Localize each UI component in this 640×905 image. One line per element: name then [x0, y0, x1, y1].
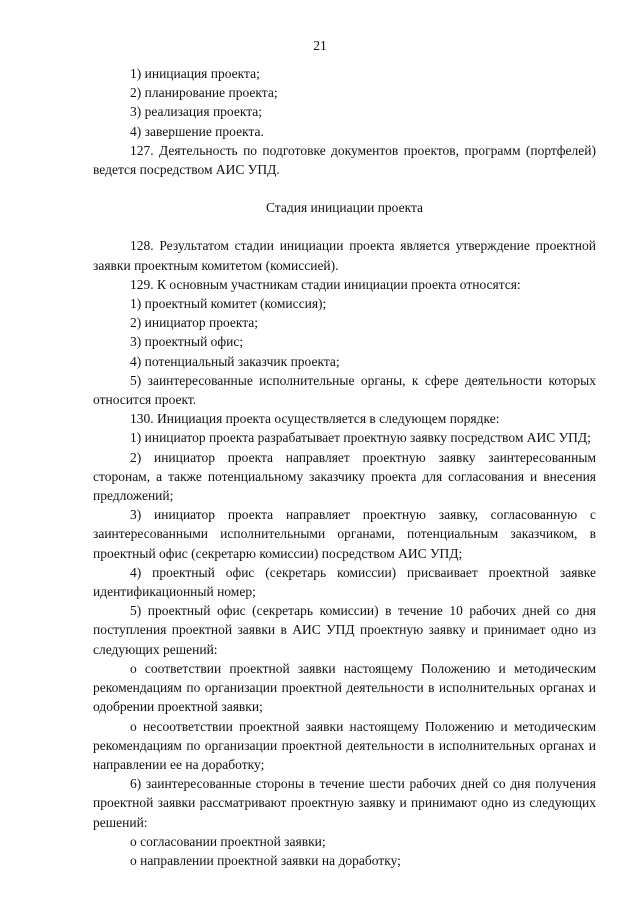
paragraph: 128. Результатом стадии инициации проекта является утверждение проектной заявки проектным комитетом (комиссией). [93, 238, 596, 273]
paragraph: 3) инициатор проекта направляет проектную заявку, согласованную с заинтересованными исполнительными органами, потенциальным заказчиком, в проектный офис (секретарю комиссии) посредством АИС УПД; [93, 507, 596, 561]
paragraph: 2) инициатор проекта направляет проектную заявку заинтересованным сторонам, а также потенциальному заказчику проекта для согласования и внесения предложений; [93, 449, 596, 504]
list-item: 2) планирование проекта; [130, 85, 278, 101]
list-item: 3) реализация проекта; [130, 104, 263, 120]
paragraph: 6) заинтересованные стороны в течение шести рабочих дней со дня получения проектной заявки рассматривают проектную заявку и принимают одно из следующих решений: [93, 776, 596, 830]
paragraph: 5) заинтересованные исполнительные органы, к сфере деятельности которых относится проект. [93, 372, 596, 408]
section-heading: Стадия инициации проекта [265, 200, 424, 216]
list-item: 4) потенциальный заказчик проекта; [130, 353, 340, 369]
paragraph: 1) инициатор проекта разрабатывает проектную заявку посредством АИС УПД; [130, 430, 591, 446]
paragraph: 4) проектный офис (секретарь комиссии) присваивает проектной заявке идентификационный номер; [93, 564, 596, 600]
paragraph: 5) проектный офис (секретарь комиссии) в течение 10 рабочих дней со дня поступления проектной заявки в АИС УПД проектную заявку и принимает одно из следующих решений: [93, 603, 596, 657]
paragraph: 129. К основным участникам стадии инициации проекта относятся: [130, 276, 521, 292]
paragraph: о соответствии проектной заявки настоящему Положению и методическим рекомендациям по организации проектной деятельности в исполнительных органах и одобрении проектной заявки; [93, 660, 596, 715]
list-item: 2) инициатор проекта; [130, 315, 259, 331]
list-item: 3) проектный офис; [130, 334, 244, 350]
paragraph: о направлении проектной заявки на доработку; [130, 852, 401, 868]
list-item: 4) завершение проекта. [130, 123, 264, 139]
section-before [93, 64, 596, 179]
paragraph: о согласовании проектной заявки; [130, 833, 326, 849]
paragraph: о несоответствии проектной заявки настоящему Положению и методическим рекомендациям по организации проектной деятельности в исполнительных органах и направлении ее на доработку; [93, 718, 596, 772]
section-after [93, 236, 596, 870]
list-item: 1) инициация проекта; [130, 66, 260, 81]
page-number: 21 [313, 38, 327, 53]
list-item: 1) проектный комитет (комиссия); [130, 296, 327, 312]
paragraph: 130. Инициация проекта осуществляется в следующем порядке: [130, 411, 500, 427]
document-body [93, 64, 596, 870]
paragraph: 127. Деятельность по подготовке документов проектов, программ (портфелей) ведется посредством АИС УПД. [93, 142, 596, 178]
